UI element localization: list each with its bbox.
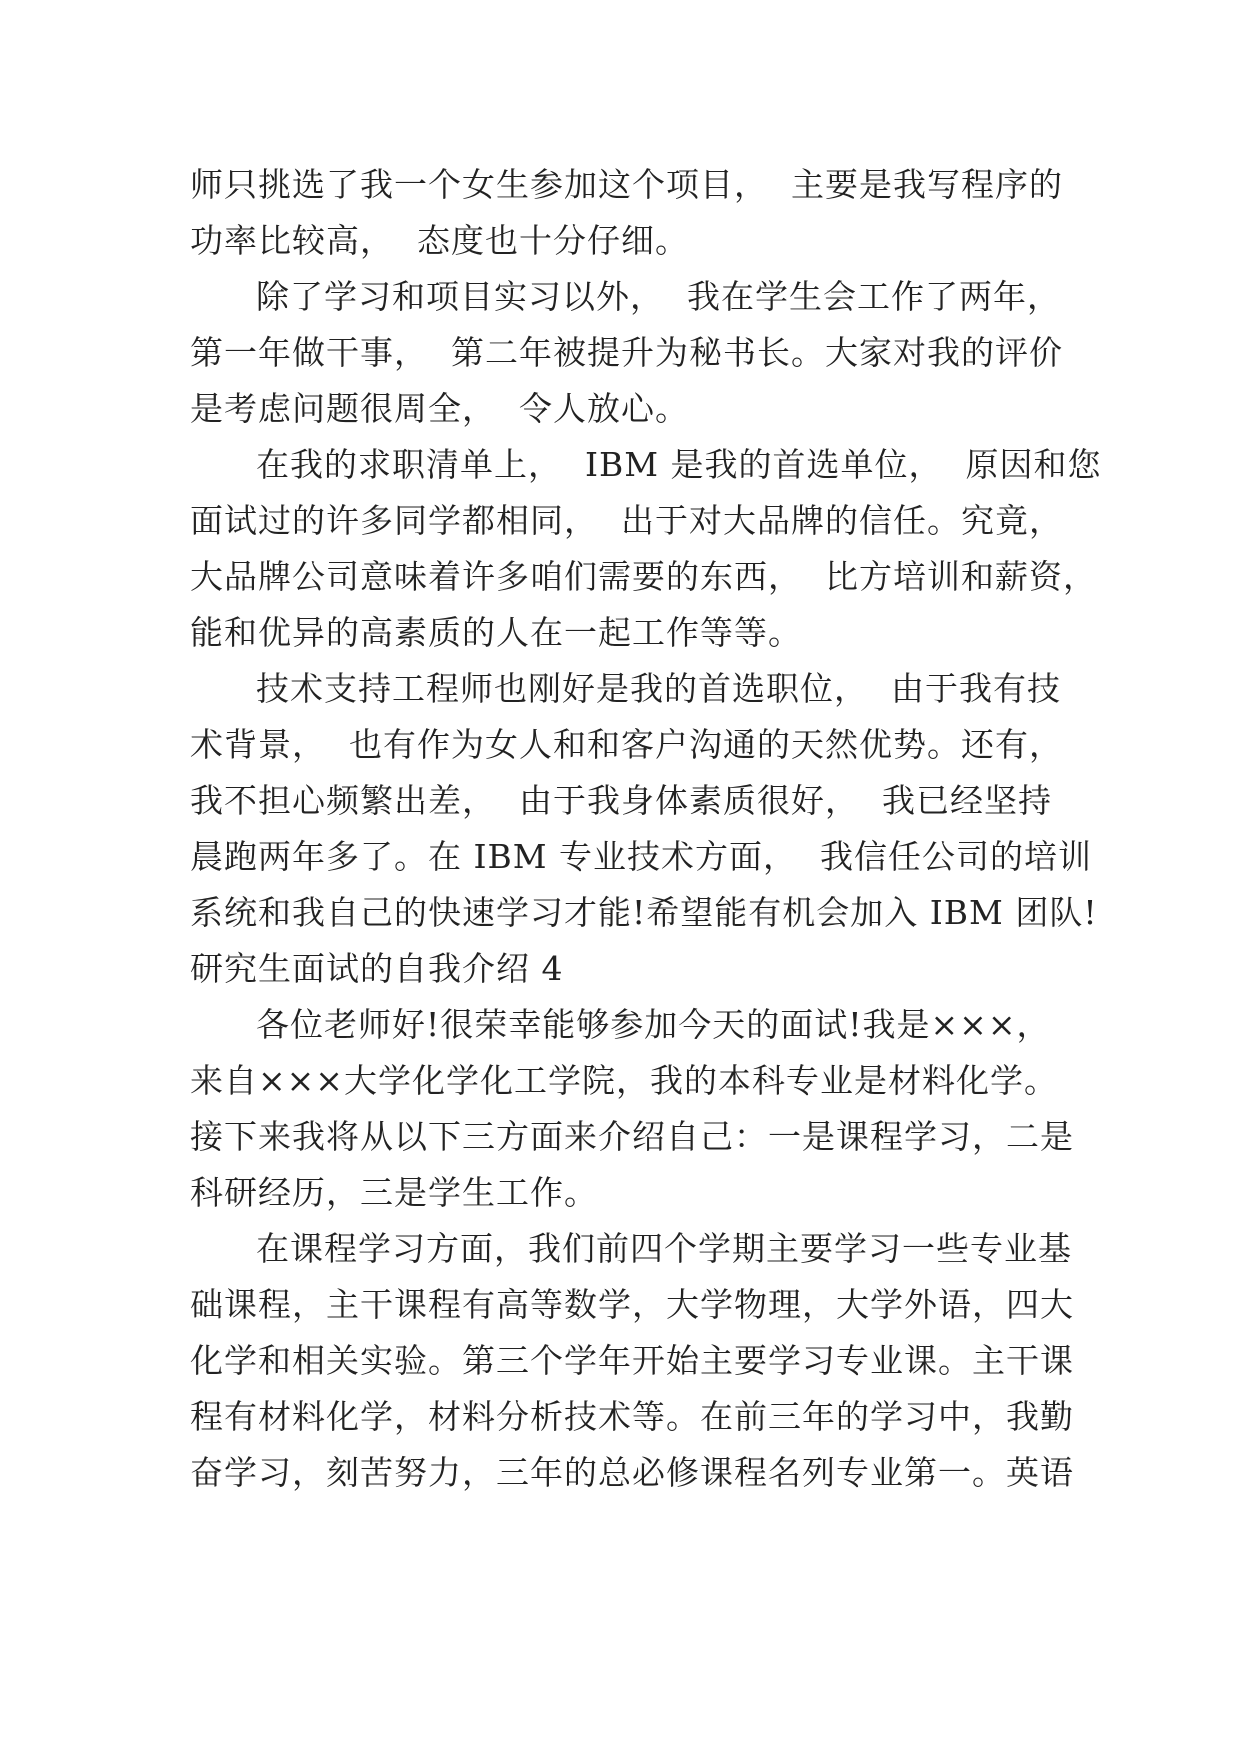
text-line: 研究生面试的自我介绍 4: [190, 949, 564, 988]
text-line: 是考虑问题很周全， 令人放心。: [190, 389, 689, 428]
text-line: 功率比较高， 态度也十分仔细。: [190, 221, 689, 260]
text-line: 术背景， 也有作为女人和和客户沟通的天然优势。还有，: [190, 725, 1063, 764]
text-line: 在我的求职清单上， IBM 是我的首选单位， 原因和您: [256, 445, 1102, 484]
text-line: 除了学习和项目实习以外， 我在学生会工作了两年，: [256, 277, 1061, 316]
text-line: 系统和我自己的快速学习才能!希望能有机会加入 IBM 团队!: [190, 893, 1098, 932]
text-line: 面试过的许多同学都相同， 出于对大品牌的信任。究竟，: [190, 501, 1063, 540]
text-line: 程有材料化学，材料分析技术等。在前三年的学习中，我勤: [190, 1397, 1074, 1436]
text-line: 在课程学习方面，我们前四个学期主要学习一些专业基: [256, 1229, 1072, 1268]
text-line: 接下来我将从以下三方面来介绍自己：一是课程学习，二是: [190, 1117, 1074, 1156]
text-line: 科研经历，三是学生工作。: [190, 1173, 598, 1212]
text-line: 能和优异的高素质的人在一起工作等等。: [190, 613, 802, 652]
text-line: 第一年做干事， 第二年被提升为秘书长。大家对我的评价: [190, 333, 1063, 372]
text-line: 来自×××大学化学化工学院，我的本科专业是材料化学。: [190, 1061, 1058, 1100]
text-line: 技术支持工程师也刚好是我的首选职位， 由于我有技: [256, 669, 1061, 708]
text-line: 晨跑两年多了。在 IBM 专业技术方面， 我信任公司的培训: [190, 837, 1093, 876]
text-line: 我不担心频繁出差， 由于我身体素质很好， 我已经坚持: [190, 781, 1052, 820]
text-line: 础课程，主干课程有高等数学，大学物理，大学外语，四大: [190, 1285, 1074, 1324]
text-line: 化学和相关实验。第三个学年开始主要学习专业课。主干课: [190, 1341, 1074, 1380]
text-line: 奋学习，刻苦努力，三年的总必修课程名列专业第一。英语: [190, 1453, 1074, 1492]
text-line: 师只挑选了我一个女生参加这个项目， 主要是我写程序的: [190, 165, 1063, 204]
document-body: [190, 157, 1102, 1501]
text-line: 各位老师好!很荣幸能够参加今天的面试!我是×××，: [256, 1005, 1051, 1044]
text-line: 大品牌公司意味着许多咱们需要的东西， 比方培训和薪资，: [190, 557, 1097, 596]
